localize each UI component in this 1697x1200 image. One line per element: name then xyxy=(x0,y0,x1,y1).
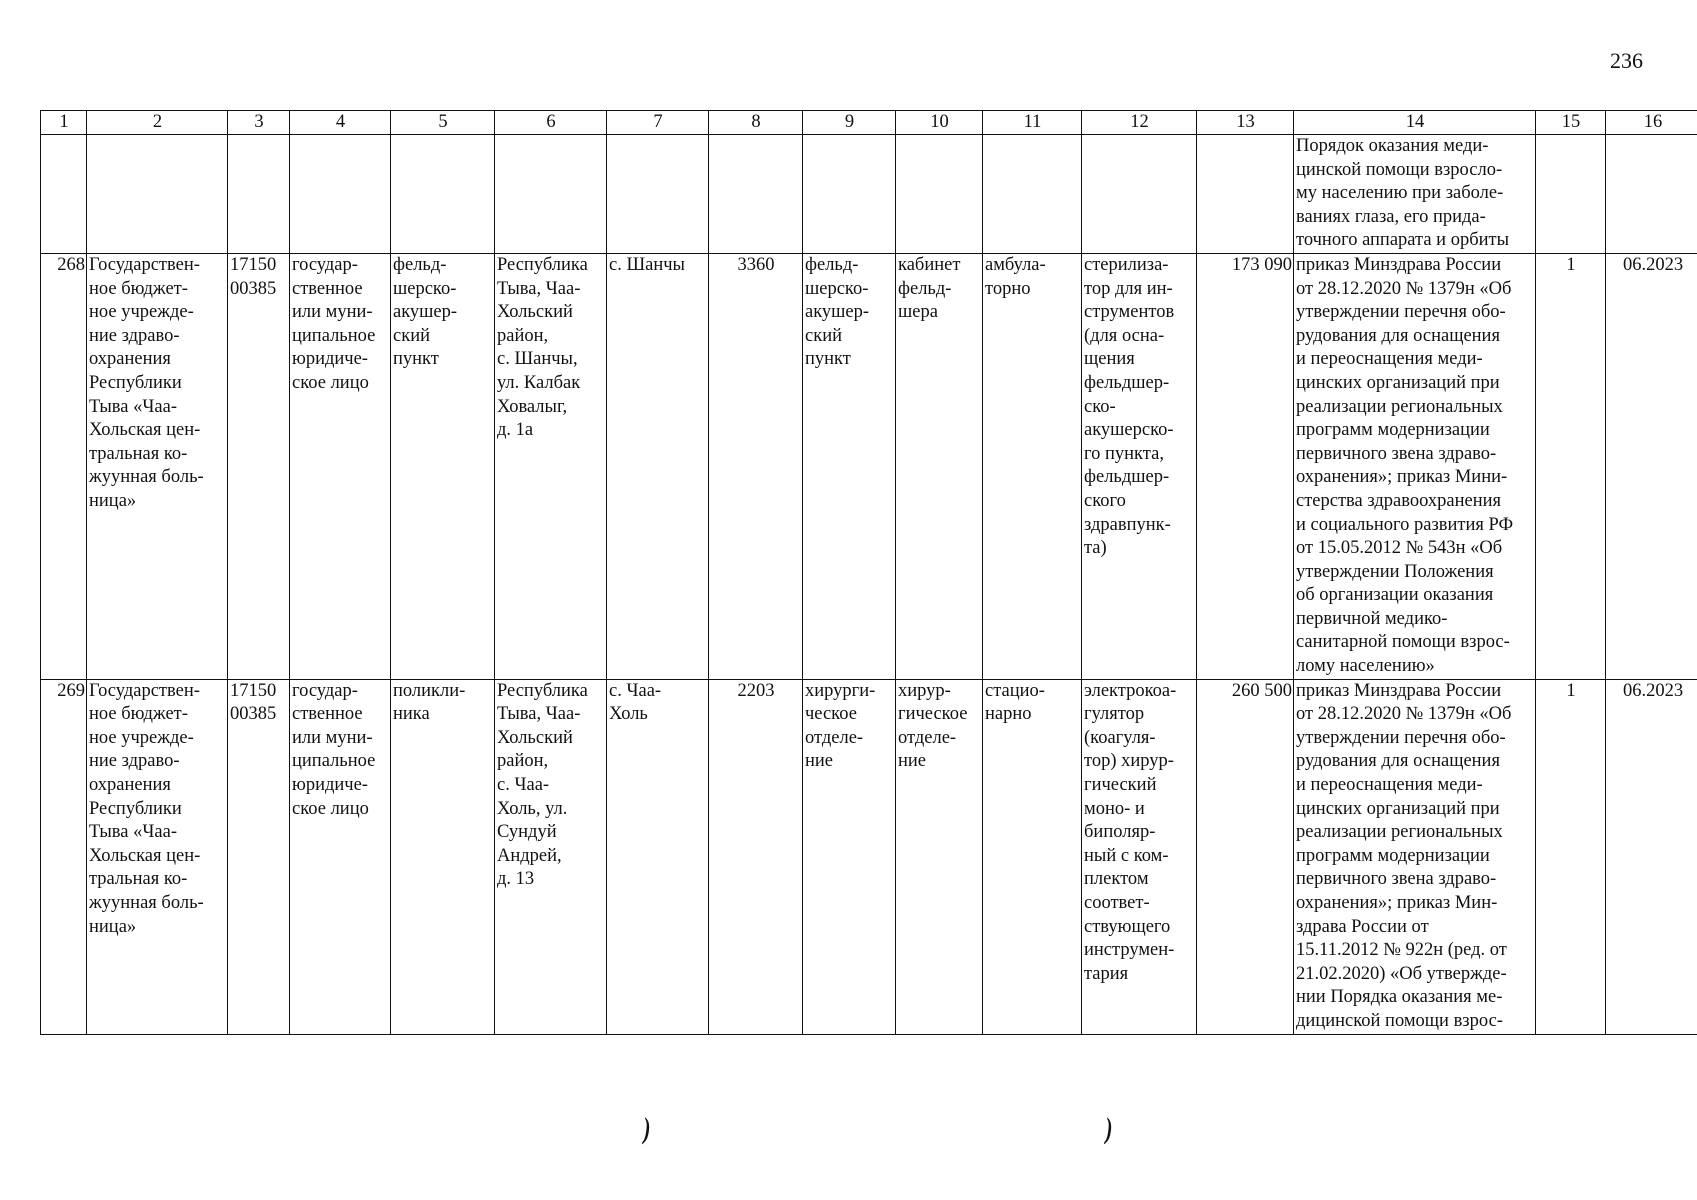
column-header: 2 xyxy=(87,111,228,135)
organization-code: 17150 00385 xyxy=(228,253,290,679)
header-row xyxy=(41,111,1697,135)
equipment-cost: 260 500 xyxy=(1197,679,1294,1034)
column-header: 4 xyxy=(290,111,391,135)
population-count: 2203 xyxy=(709,679,803,1034)
row-number: 268 xyxy=(41,253,87,679)
table-cell xyxy=(1536,135,1606,254)
address: Республика Тыва, Чаа- Хольский район, с. Шанчы, ул. Калбак Ховалыг, д. 1а xyxy=(495,253,607,679)
scan-mark: ) xyxy=(643,1112,651,1145)
table-cell xyxy=(41,135,87,254)
department: хирурги- ческое отделе- ние xyxy=(803,679,896,1034)
table-cell xyxy=(1082,135,1197,254)
table-cell xyxy=(1606,135,1697,254)
table-cell xyxy=(709,135,803,254)
legal-basis: приказ Минздрава России от 28.12.2020 № 1379н «Об утверждении перечня обо- рудования для оснащения и переоснащения меди- цинских организаций при реализации региональных программ модернизации первичного звена здраво- охранения»; приказ Мини- стерства здравоохранения и социального развития РФ от 15.05.2012 № 543н «Об утверждении Положения об организации оказания первичной медико- санитарной помощи взрос- лому населению» xyxy=(1294,253,1536,679)
table-cell xyxy=(228,135,290,254)
equipment-name: стерилиза- тор для ин- струментов (для осна- щения фельдшер- ско- акушерско- го пункта, фельдшер- ского здравпунк- та) xyxy=(1082,253,1197,679)
continuation-row xyxy=(41,135,1697,254)
table-cell xyxy=(290,135,391,254)
table-cell xyxy=(607,135,709,254)
delivery-date: 06.2023 xyxy=(1606,253,1697,679)
organization-code: 17150 00385 xyxy=(228,679,290,1034)
scan-mark: ) xyxy=(1105,1112,1113,1145)
table-cell xyxy=(391,135,495,254)
equipment-name: электрокоа- гулятор (коагуля- тор) хирур- гический моно- и биполяр- ный с ком- плектом соответ- ствующего инструмен- тария xyxy=(1082,679,1197,1034)
facility-type: поликли- ника xyxy=(391,679,495,1034)
table-row xyxy=(41,679,1697,1034)
column-header: 6 xyxy=(495,111,607,135)
column-header: 3 xyxy=(228,111,290,135)
table-cell xyxy=(896,135,983,254)
table-cell xyxy=(1197,135,1294,254)
organization-name: Государствен- ное бюджет- ное учрежде- ние здраво- охранения Республики Тыва «Чаа- Хольская цен- тральная ко- жуунная боль- ница» xyxy=(87,679,228,1034)
page-number: 236 xyxy=(1610,48,1643,73)
equipment-cost: 173 090 xyxy=(1197,253,1294,679)
settlement: с. Чаа- Холь xyxy=(607,679,709,1034)
table-cell xyxy=(983,135,1082,254)
column-header: 7 xyxy=(607,111,709,135)
table-cell xyxy=(803,135,896,254)
column-header: 8 xyxy=(709,111,803,135)
population-count: 3360 xyxy=(709,253,803,679)
column-header: 5 xyxy=(391,111,495,135)
department: фельд- шерско- акушер- ский пункт xyxy=(803,253,896,679)
column-header: 10 xyxy=(896,111,983,135)
column-header: 9 xyxy=(803,111,896,135)
settlement: с. Шанчы xyxy=(607,253,709,679)
column-header: 14 xyxy=(1294,111,1536,135)
quantity: 1 xyxy=(1536,253,1606,679)
column-header: 13 xyxy=(1197,111,1294,135)
care-conditions: стацио- нарно xyxy=(983,679,1082,1034)
delivery-date: 06.2023 xyxy=(1606,679,1697,1034)
organization-name: Государствен- ное бюджет- ное учрежде- ние здраво- охранения Республики Тыва «Чаа- Хольская цен- тральная ко- жуунная боль- ница» xyxy=(87,253,228,679)
column-header: 15 xyxy=(1536,111,1606,135)
row-number: 269 xyxy=(41,679,87,1034)
room: хирур- гическое отделе- ние xyxy=(896,679,983,1034)
table-cell xyxy=(87,135,228,254)
quantity: 1 xyxy=(1536,679,1606,1034)
column-header: 12 xyxy=(1082,111,1197,135)
legal-basis: приказ Минздрава России от 28.12.2020 № 1379н «Об утверждении перечня обо- рудования для оснащения и переоснащения меди- цинских организаций при реализации региональных программ модернизации первичного звена здраво- охранения»; приказ Мин- здрава России от 15.11.2012 № 922н (ред. от 21.02.2020) «Об утвержде- нии Порядка оказания ме- дицинской помощи взрос- xyxy=(1294,679,1536,1034)
column-header: 16 xyxy=(1606,111,1697,135)
care-conditions: амбула- торно xyxy=(983,253,1082,679)
registry-table xyxy=(40,110,1697,1035)
table-cell xyxy=(495,135,607,254)
legal-form: государ- ственное или муни- ципальное юридиче- ское лицо xyxy=(290,679,391,1034)
facility-type: фельд- шерско- акушер- ский пункт xyxy=(391,253,495,679)
address: Республика Тыва, Чаа- Хольский район, с. Чаа- Холь, ул. Сундуй Андрей, д. 13 xyxy=(495,679,607,1034)
column-header: 11 xyxy=(983,111,1082,135)
column-header: 1 xyxy=(41,111,87,135)
legal-form: государ- ственное или муни- ципальное юридиче- ское лицо xyxy=(290,253,391,679)
room: кабинет фельд- шера xyxy=(896,253,983,679)
table-row xyxy=(41,253,1697,679)
legal-basis-cell: Порядок оказания меди- цинской помощи взросло- му населению при заболе- ваниях глаза, его прида- точного аппарата и орбиты xyxy=(1294,135,1536,254)
